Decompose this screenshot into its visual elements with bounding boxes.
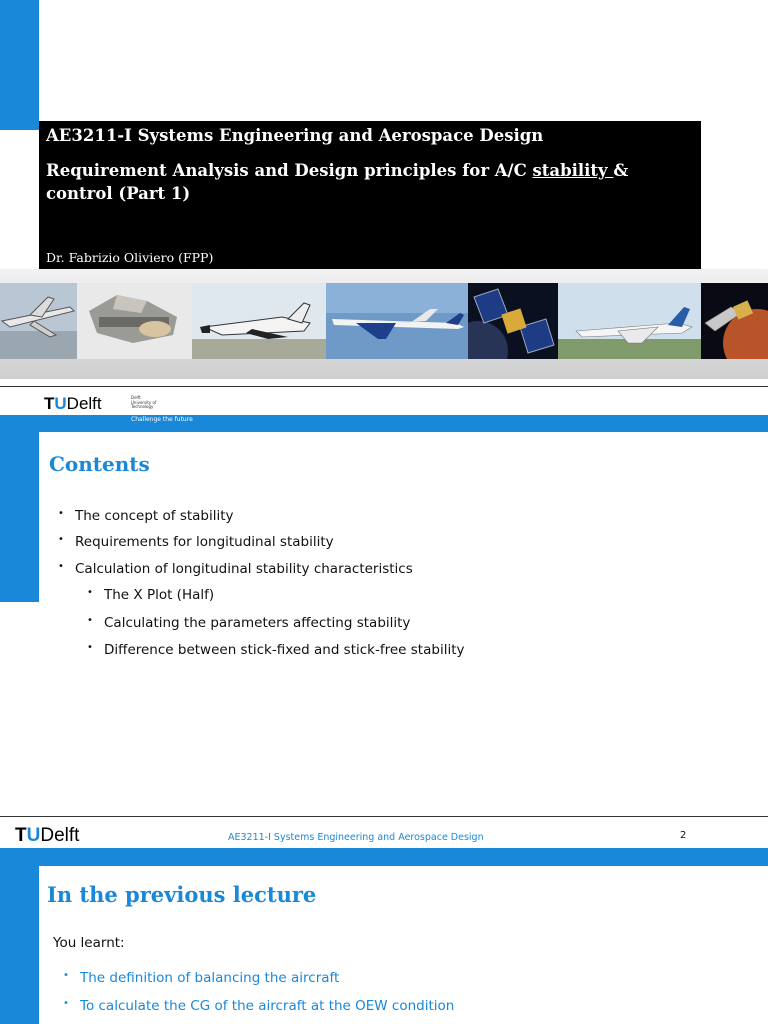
accent-bar [0,0,39,130]
slide-top-rule [0,816,768,817]
header-strip [0,415,768,432]
tudelft-logo [44,394,102,414]
contents-slide [0,386,768,804]
list-item-text: Calculating the parameters affecting stability [104,615,411,631]
university-name [131,396,156,410]
list-item-text: Calculation of longitudinal stability characteristics [75,561,413,577]
list-item-text: To calculate the CG of the aircraft at the OEW condition [80,998,455,1014]
tagline: Challenge the future [131,416,193,423]
logo-u: U [54,394,67,413]
logo-delft: Delft [66,394,102,413]
list-item-text: The definition of balancing the aircraft [80,970,340,986]
previous-lecture-slide [0,804,768,1024]
logo-t: T [44,394,55,413]
lecture-title [46,159,694,205]
list-item-text: Difference between stick-fixed and stick-free stability [104,642,465,658]
course-title: AE3211-I Systems Engineering and Aerospace Design [46,126,544,145]
lecture-title-part1: Requirement Analysis and Design principles for A/C [46,161,533,180]
list-item: • Requirements for longitudinal stability [58,534,334,550]
space-shuttle-photo [192,283,326,359]
title-slide [0,0,768,386]
author-name: Dr. Fabrizio Oliviero (FPP) [46,250,214,265]
satellite-photo [468,283,558,359]
list-item-text: Requirements for longitudinal stability [75,534,334,550]
list-item: • To calculate the CG of the aircraft at the OEW condition [63,998,455,1014]
list-item-text: The X Plot (Half) [104,587,215,603]
accent-bar [0,866,39,1024]
logo-u: U [26,825,41,846]
drone-photo [0,283,77,359]
university-line: Delft [131,395,141,400]
slide-top-rule [0,386,768,387]
capsule-photo [77,283,192,359]
slide-title: Contents [49,452,150,476]
list-item-text: The concept of stability [75,508,234,524]
title-box [39,121,701,269]
accent-bar [0,432,39,602]
university-line: University of [131,399,157,405]
spacecraft-photo [701,283,768,359]
list-item: • The concept of stability [58,508,234,524]
university-line: Technology [131,404,154,409]
lecture-title-underlined: stability [532,161,614,180]
logo-t: T [15,825,27,846]
page-number: 2 [680,830,687,841]
list-item: • Calculating the parameters affecting stability [87,615,411,631]
list-item: • Difference between stick-fixed and stick-free stability [87,642,465,658]
footer-course-title: AE3211-I Systems Engineering and Aerospace Design [228,832,484,843]
list-item: • The X Plot (Half) [87,587,215,603]
airliner-photo [326,283,468,359]
list-item: • Calculation of longitudinal stability characteristics [58,561,413,577]
list-item: • The definition of balancing the aircraft [63,970,340,986]
logo-delft: Delft [40,825,80,846]
lecture-title-part2: & control (Part 1) [46,161,629,203]
a380-photo [558,283,701,359]
header-strip [0,848,768,866]
tudelft-logo [15,824,79,847]
intro-text: You learnt: [53,935,125,951]
slide-title: In the previous lecture [47,882,317,907]
